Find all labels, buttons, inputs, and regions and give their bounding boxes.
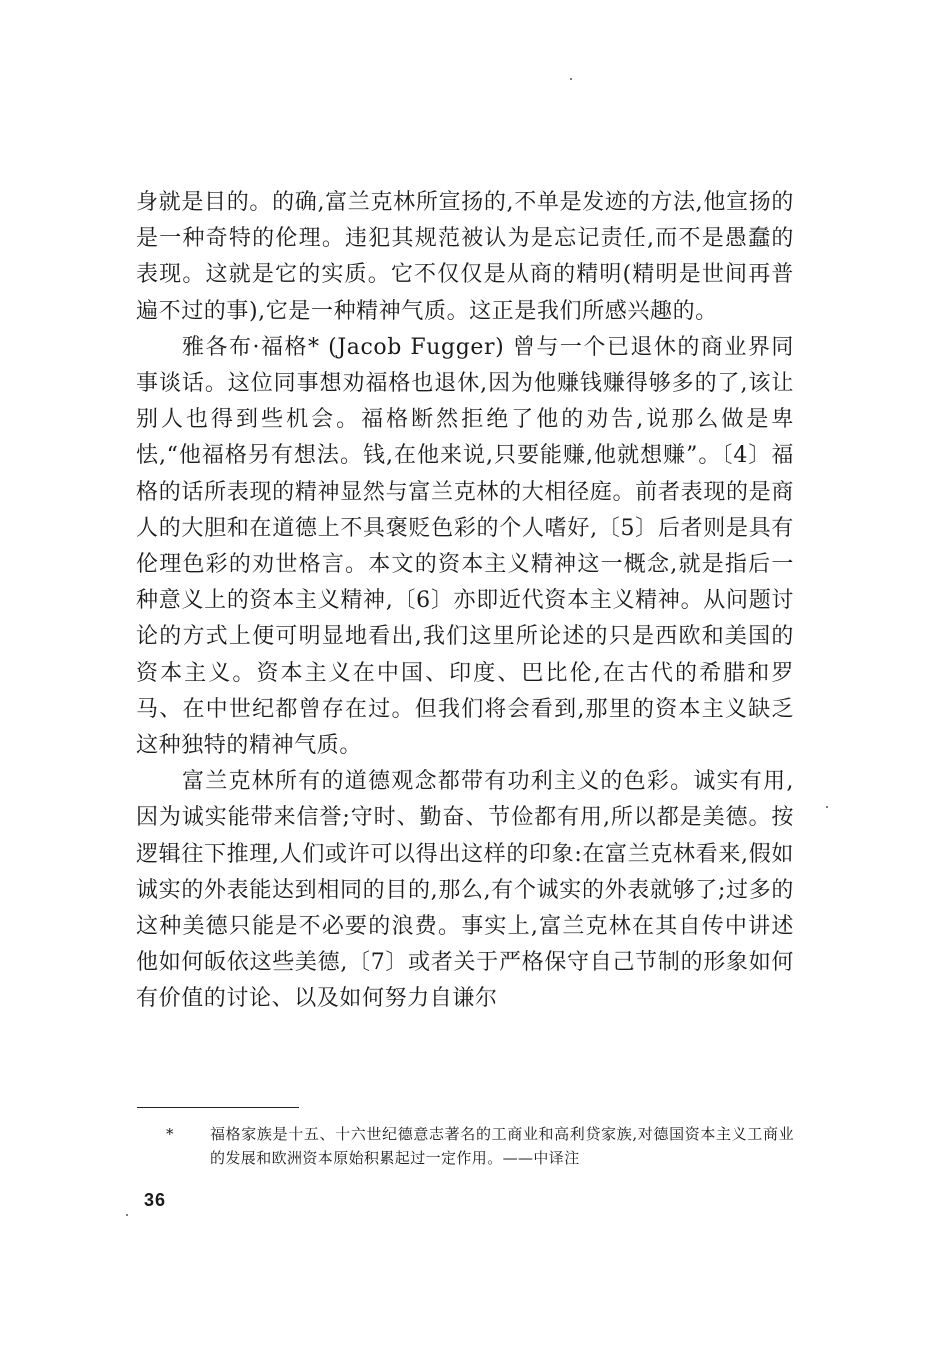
scan-speck: [570, 78, 572, 80]
paragraph-3: 富兰克林所有的道德观念都带有功利主义的色彩。诚实有用,因为诚实能带来信誉;守时、勤奋、节俭都有用,所以都是美德。按逻辑往下推理,人们或许可以得出这样的印象:在富兰克林看来,假如诚实的外表能达到相同的目的,那么,有个诚实的外表就够了;过多的这种美德只能是不必要的浪费。事实上,富兰克林在其自传中讲述他如何皈依这些美德,〔7〕或者关于严格保守自己节制的形象如何有价值的讨论、以及如何努力自谦尔: [136, 769, 794, 1012]
scan-speck: [826, 806, 828, 808]
page-number: 36: [144, 1190, 167, 1210]
footnote-separator: [137, 1107, 299, 1108]
paragraph-1: 身就是目的。的确,富兰克林所宣扬的,不单是发迹的方法,他宣扬的是一种奇特的伦理。违犯其规范被认为是忘记责任,而不是愚蠢的表现。这就是它的实质。它不仅仅是从商的精明(精明是世间再普遍不过的事),它是一种精神气质。这正是我们所感兴趣的。: [136, 190, 794, 324]
main-text: [136, 185, 794, 1018]
footnote: [166, 1122, 794, 1170]
paragraph-2: 雅各布·福格* (Jacob Fugger) 曾与一个已退休的商业界同事谈话。这位同事想劝福格也退休,因为他赚钱赚得够多的了,该让别人也得到些机会。福格断然拒绝了他的劝告,说那么做是卑怯,“他福格另有想法。钱,在他来说,只要能赚,他就想赚”。〔4〕福格的话所表现的精神显然与富兰克林的大相径庭。前者表现的是商人的大胆和在道德上不具褒贬色彩的个人嗜好,〔5〕后者则是具有伦理色彩的劝世格言。本文的资本主义精神这一概念,就是指后一种意义上的资本主义精神,〔6〕亦即近代资本主义精神。从问题讨论的方式上便可明显地看出,我们这里所论述的只是西欧和美国的资本主义。资本主义在中国、印度、巴比伦,在古代的希腊和罗马、在中世纪都曾存在过。但我们将会看到,那里的资本主义缺乏这种独特的精神气质。: [136, 334, 794, 759]
scan-speck: [126, 1214, 128, 1216]
footnote-text: 福格家族是十五、十六世纪德意志著名的工商业和高利贷家族,对德国资本主义工商业的发展和欧洲资本原始积累起过一定作用。——中译注: [210, 1125, 794, 1167]
footnote-marker: *: [166, 1125, 174, 1143]
